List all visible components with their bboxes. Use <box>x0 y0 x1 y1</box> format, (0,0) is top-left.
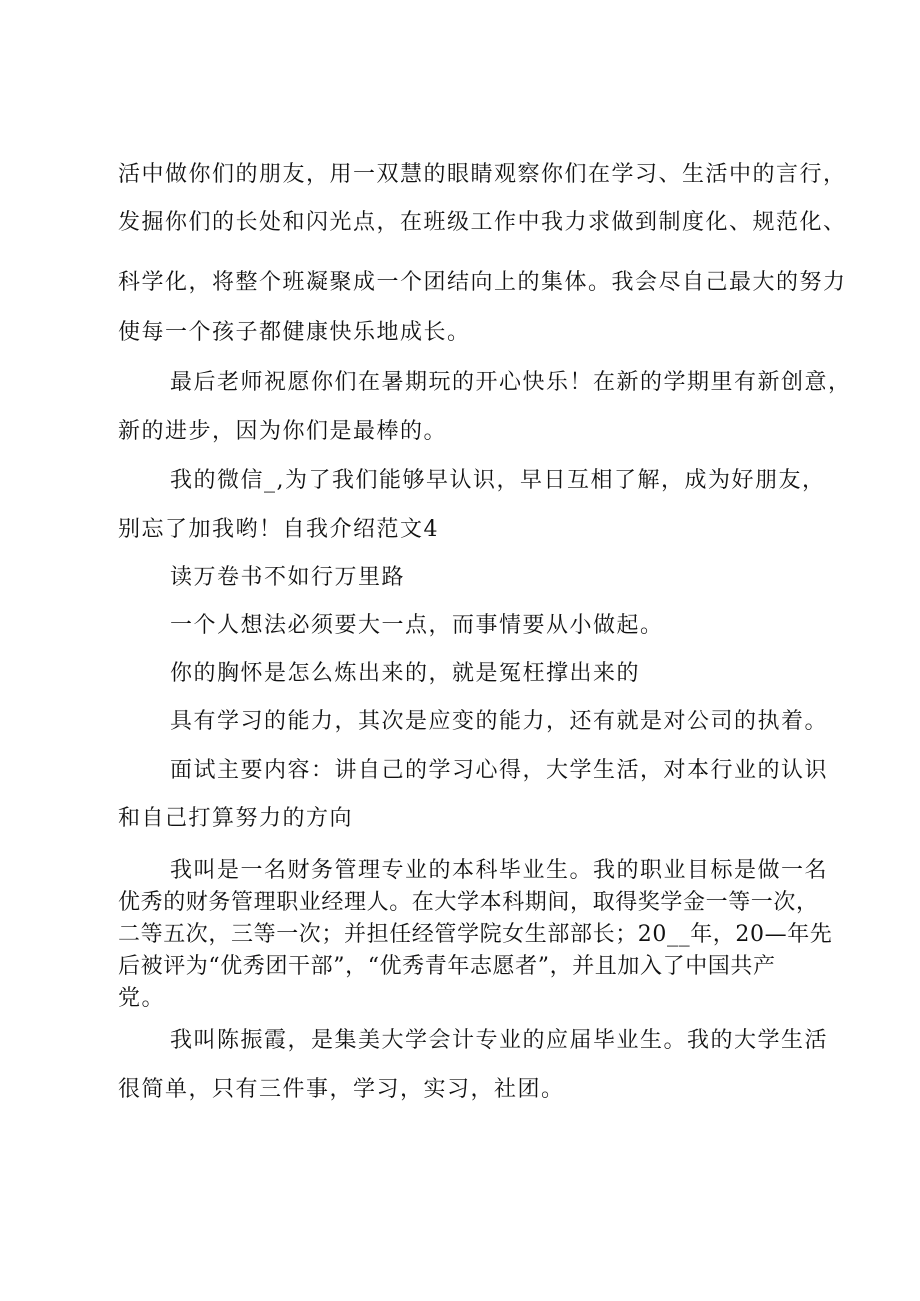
text-line: 具有学习的能力，其次是应变的能力，还有就是对公司的执着。 <box>170 709 829 734</box>
text-line: 和自己打算努力的方向 <box>118 806 354 831</box>
text-line: 活中做你们的朋友，用一双慧的眼睛观察你们在学习、生活中的言行， <box>118 162 847 187</box>
text-line: 二等五次，三等一次；并担任经管学院女生部部长；20__年，20—年先 <box>118 922 833 947</box>
text-line: 使每一个孩子都健康快乐地成长。 <box>118 320 471 345</box>
text-line: 新的进步，因为你们是最棒的。 <box>118 419 448 444</box>
text-line: 党。 <box>118 986 166 1011</box>
text-line: 最后老师祝愿你们在暑期玩的开心快乐！在新的学期里有新创意， <box>170 370 852 395</box>
text-line: 优秀的财务管理职业经理人。在大学本科期间，取得奖学金一等一次， <box>118 890 819 915</box>
text-line: 你的胸怀是怎么炼出来的，就是冤枉撑出来的 <box>170 661 641 686</box>
text-line: 我叫是一名财务管理专业的本科毕业生。我的职业目标是做一名 <box>170 858 829 883</box>
text-line: 后被评为“优秀团干部”，“优秀青年志愿者”，并且加入了中国共产 <box>118 954 776 979</box>
text-line: 面试主要内容：讲自己的学习心得，大学生活，对本行业的认识 <box>170 758 829 783</box>
text-line: 一个人想法必须要大一点，而事情要从小做起。 <box>170 613 664 638</box>
text-line: 我的微信_,为了我们能够早认识，早日互相了解，成为好朋友， <box>170 468 826 493</box>
text-line: 科学化，将整个班凝聚成一个团结向上的集体。我会尽自己最大的努力 <box>118 270 847 295</box>
text-line: 发掘你们的长处和闪光点，在班级工作中我力求做到制度化、规范化、 <box>118 210 847 235</box>
text-line: 很简单，只有三件事，学习，实习，社团。 <box>118 1077 565 1102</box>
text-line: 别忘了加我哟！自我介绍范文4 <box>118 517 439 542</box>
text-line: 我叫陈振霞，是集美大学会计专业的应届毕业生。我的大学生活 <box>170 1028 829 1053</box>
text-line: 读万卷书不如行万里路 <box>170 565 406 590</box>
